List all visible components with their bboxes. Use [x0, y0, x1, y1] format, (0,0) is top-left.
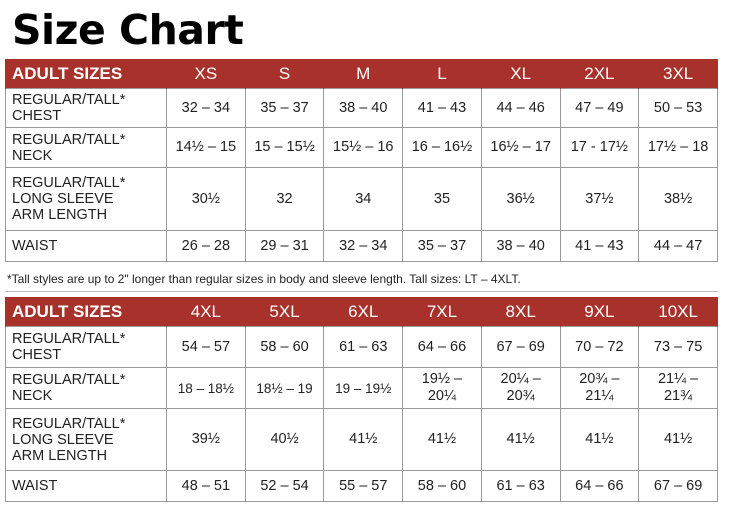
table-cell: 64 – 66: [560, 471, 639, 502]
table-row: [6, 368, 718, 409]
table-cell: [167, 368, 246, 409]
table-cell: 15½ – 16: [324, 128, 403, 168]
size-header: 5XL: [245, 297, 324, 327]
table-cell: 44 – 46: [481, 89, 560, 128]
table-cell: 41 – 43: [560, 231, 639, 262]
cell-text: 19 – 19½: [335, 380, 392, 396]
row-label-text: REGULAR/TALL* CHEST: [12, 92, 126, 124]
size-header: L: [403, 59, 482, 89]
cell-text: 20¾ – 21¼: [579, 371, 620, 404]
table-cell: 35 – 37: [245, 89, 324, 128]
row-label-text: REGULAR/TALL* CHEST: [12, 331, 126, 363]
row-label: [6, 168, 167, 231]
table-cell: [481, 368, 560, 409]
table-cell: 61 – 63: [324, 327, 403, 368]
table-cell: [639, 368, 718, 409]
row-label-text: WAIST: [12, 238, 58, 254]
size-header: M: [324, 59, 403, 89]
table-cell: 50 – 53: [639, 89, 718, 128]
table-cell: 15 – 15½: [245, 128, 324, 168]
table-cell: 54 – 57: [167, 327, 246, 368]
table-cell: [403, 368, 482, 409]
table-cell: [560, 368, 639, 409]
table-cell: 47 – 49: [560, 89, 639, 128]
size-header: 8XL: [481, 297, 560, 327]
footnote: *Tall styles are up to 2" longer than regular sizes in body and sleeve length. Tall sizes: LT – 4XLT.: [7, 272, 521, 286]
table-row: [6, 409, 718, 471]
size-header: 2XL: [560, 59, 639, 89]
row-label: [6, 128, 167, 168]
table-cell: 38 – 40: [324, 89, 403, 128]
cell-text: 18½ – 19: [256, 380, 313, 396]
size-header: 4XL: [167, 297, 246, 327]
size-header: XS: [167, 59, 246, 89]
table-cell: 38 – 40: [481, 231, 560, 262]
table-cell: 61 – 63: [481, 471, 560, 502]
table-cell: 64 – 66: [403, 327, 482, 368]
table-cell: 32: [245, 168, 324, 231]
table-cell: 26 – 28: [167, 231, 246, 262]
table-cell: 35: [403, 168, 482, 231]
table-cell: 67 – 69: [481, 327, 560, 368]
row-label-text: REGULAR/TALL* NECK: [12, 372, 126, 404]
table-row: [6, 471, 718, 502]
table-cell: 41½: [639, 409, 718, 471]
table-cell: 44 – 47: [639, 231, 718, 262]
cell-text: 19½ – 20¼: [421, 371, 463, 404]
table-cell: 35 – 37: [403, 231, 482, 262]
header-label: ADULT SIZES: [6, 59, 167, 89]
row-label-text: REGULAR/TALL* NECK: [12, 131, 126, 164]
row-label: [6, 368, 167, 409]
table-cell: 41 – 43: [403, 89, 482, 128]
size-header: 6XL: [324, 297, 403, 327]
table-cell: 41½: [481, 409, 560, 471]
table-cell: 32 – 34: [167, 89, 246, 128]
size-header: XL: [481, 59, 560, 89]
table-cell: 30½: [167, 168, 246, 231]
table-cell: 40½: [245, 409, 324, 471]
table-cell: 41½: [560, 409, 639, 471]
table-row: [6, 231, 718, 262]
table-cell: 38½: [639, 168, 718, 231]
header-label: ADULT SIZES: [6, 297, 167, 327]
page-title: Size Chart: [12, 6, 244, 54]
row-label: [6, 231, 167, 262]
size-header: 9XL: [560, 297, 639, 327]
table-cell: 73 – 75: [639, 327, 718, 368]
table-cell: 55 – 57: [324, 471, 403, 502]
row-label-text: WAIST: [12, 478, 58, 494]
table-cell: 67 – 69: [639, 471, 718, 502]
table-cell: 41½: [324, 409, 403, 471]
table-cell: 17 - 17½: [560, 128, 639, 168]
table-header-row: [6, 59, 718, 89]
row-label: [6, 409, 167, 471]
table-cell: 17½ – 18: [639, 128, 718, 168]
table-cell: 48 – 51: [167, 471, 246, 502]
row-label: [6, 89, 167, 128]
cell-text: 21¼ – 21¾: [657, 371, 699, 404]
row-label: [6, 327, 167, 368]
table-cell: 34: [324, 168, 403, 231]
table-row: [6, 128, 718, 168]
table-row: [6, 327, 718, 368]
table-cell: 41½: [403, 409, 482, 471]
table-cell: 58 – 60: [403, 471, 482, 502]
table-cell: 36½: [481, 168, 560, 231]
cell-text: 18 – 18½: [177, 380, 234, 396]
table-cell: 70 – 72: [560, 327, 639, 368]
table-cell: 14½ – 15: [167, 128, 246, 168]
row-label-text: REGULAR/TALL* LONG SLEEVE ARM LENGTH: [12, 415, 126, 464]
table-cell: [245, 368, 324, 409]
size-table-big: [5, 297, 718, 502]
table-cell: 37½: [560, 168, 639, 231]
table-cell: 16½ – 17: [481, 128, 560, 168]
table-cell: 52 – 54: [245, 471, 324, 502]
table-row: [6, 168, 718, 231]
table-cell: 32 – 34: [324, 231, 403, 262]
table-header-row: [6, 297, 718, 327]
size-header: S: [245, 59, 324, 89]
size-header: 10XL: [639, 297, 718, 327]
size-header: 3XL: [639, 59, 718, 89]
table-cell: 39½: [167, 409, 246, 471]
table-cell: 16 – 16½: [403, 128, 482, 168]
section-divider: [5, 291, 718, 292]
table-row: [6, 89, 718, 128]
size-table-regular: [5, 59, 718, 262]
row-label: [6, 471, 167, 502]
size-header: 7XL: [403, 297, 482, 327]
row-label-text: REGULAR/TALL* LONG SLEEVE ARM LENGTH: [12, 175, 126, 223]
table-cell: [324, 368, 403, 409]
table-cell: 29 – 31: [245, 231, 324, 262]
table-cell: 58 – 60: [245, 327, 324, 368]
cell-text: 20¼ – 20¾: [500, 371, 541, 404]
